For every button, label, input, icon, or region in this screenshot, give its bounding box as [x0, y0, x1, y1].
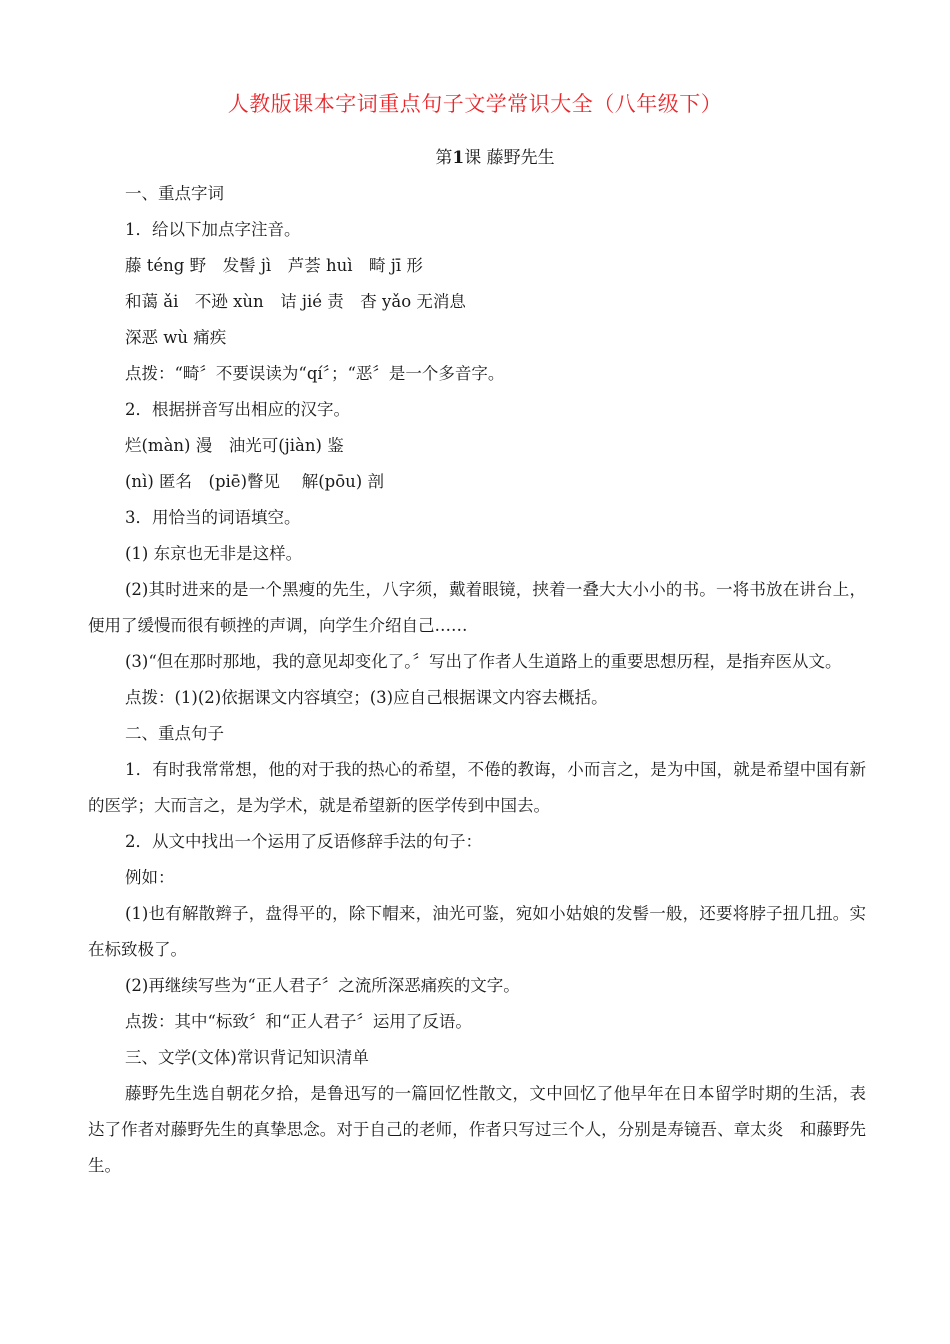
- question-1: 1．给以下加点字注音。: [125, 220, 301, 239]
- hanzi-line-1: 烂(màn) 漫 油光可(jiàn) 鉴: [125, 436, 344, 455]
- fill-1: (1) 东京也无非是这样。: [125, 544, 303, 563]
- example-2: (2)再继续写些为“正人君子〞之流所深恶痛疾的文字。: [125, 976, 520, 995]
- literature-paragraph: 藤野先生选自朝花夕拾，是鲁迅写的一篇回忆性散文，文中回忆了他早年在日本留学时期的生活，表达了作者对藤野先生的真挚思念。对于自己的老师，作者只写过三个人，分别是寿镜吾、章太炎 和藤野先生。: [88, 1084, 866, 1175]
- example-1: (1)也有解散辫子，盘得平的，除下帽来，油光可鉴，宛如小姑娘的发髻一般，还要将脖子扭几扭。实在标致极了。: [88, 904, 866, 959]
- hint-2: 点拨：(1)(2)依据课文内容填空；(3)应自己根据课文内容去概括。: [125, 688, 608, 707]
- section-heading-words: 一、重点字词: [125, 184, 224, 203]
- document-body: [88, 176, 866, 1184]
- lesson-prefix: 第: [435, 148, 453, 168]
- pinyin-line-3: 深恶 wù 痛疾: [125, 328, 227, 347]
- pinyin-line-2: 和蔼 ǎi 不逊 xùn 诘 jié 责 杳 yǎo 无消息: [125, 292, 466, 311]
- lesson-heading: [0, 143, 950, 168]
- fill-3: (3)“但在那时那地，我的意见却变化了。〞写出了作者人生道路上的重要思想历程，是指弃医从文。: [125, 652, 842, 671]
- lesson-name: 课 藤野先生: [464, 148, 555, 168]
- question-3: 3．用恰当的词语填空。: [125, 508, 301, 527]
- sentence-2: 2．从文中找出一个运用了反语修辞手法的句子：: [125, 832, 482, 851]
- hint-1: 点拨：“畸〞不要误读为“qí〞；“恶〞是一个多音字。: [125, 364, 505, 383]
- fill-2: (2)其时进来的是一个黑瘦的先生，八字须，戴着眼镜，挟着一叠大大小小的书。一将书放在讲台上，便用了缓慢而很有顿挫的声调，向学生介绍自己……: [88, 580, 866, 635]
- hint-3: 点拨：其中“标致〞和“正人君子〞运用了反语。: [125, 1012, 472, 1031]
- pinyin-line-1: 藤 téng 野 发髻 jì 芦荟 huì 畸 jī 形: [125, 256, 423, 275]
- document-title: 人教版课本字词重点句子文学常识大全（八年级下）: [227, 92, 723, 116]
- hanzi-line-2: (nì) 匿名 (piē)瞥见 解(pōu) 剖: [125, 472, 384, 491]
- lesson-number: 1: [452, 148, 465, 168]
- example-label: 例如：: [125, 868, 175, 887]
- section-heading-sentences: 二、重点句子: [125, 724, 224, 743]
- section-heading-literature: 三、文学(文体)常识背记知识清单: [125, 1048, 369, 1067]
- sentence-1: 1．有时我常常想，他的对于我的热心的希望，不倦的教诲，小而言之，是为中国，就是希望中国有新的医学；大而言之，是为学术，就是希望新的医学传到中国去。: [88, 760, 866, 815]
- question-2: 2．根据拼音写出相应的汉字。: [125, 400, 350, 419]
